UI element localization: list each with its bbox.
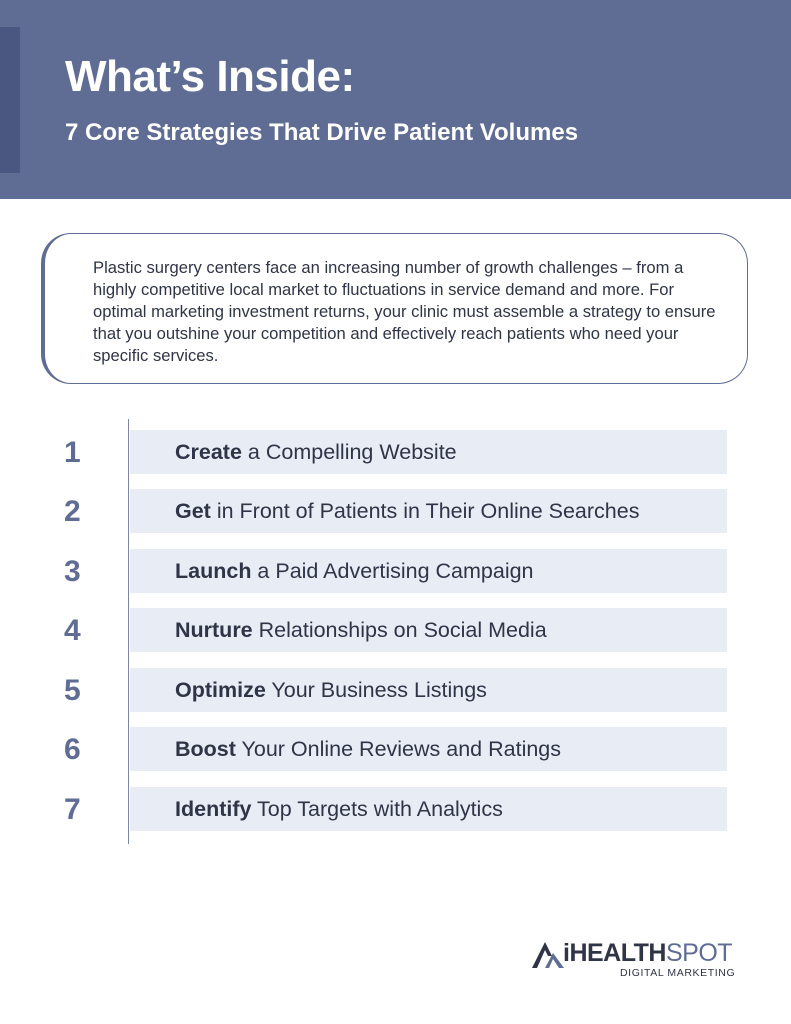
strategy-rest: Top Targets with Analytics (251, 797, 503, 821)
strategy-keyword: Nurture (175, 618, 253, 642)
strategy-keyword: Boost (175, 737, 236, 761)
strategy-rest: a Paid Advertising Campaign (251, 559, 534, 583)
strategy-number: 7 (64, 793, 81, 826)
strategy-keyword: Get (175, 499, 211, 523)
strategy-number: 3 (64, 555, 81, 588)
ihealthspot-logo (531, 937, 736, 982)
header-accent-strip (0, 27, 20, 173)
page-title: What’s Inside: (65, 52, 355, 101)
strategy-rest: Your Online Reviews and Ratings (235, 737, 562, 761)
strategy-number: 1 (64, 436, 81, 469)
strategy-bar (130, 668, 727, 712)
strategy-number: 2 (64, 495, 81, 528)
strategy-label (175, 608, 547, 652)
strategy-label (175, 489, 639, 533)
strategy-bar (130, 787, 727, 831)
strategy-label (175, 549, 534, 593)
strategy-keyword: Identify (175, 797, 252, 821)
mountain-check-icon (531, 939, 565, 969)
header-banner (0, 0, 791, 199)
intro-box (41, 233, 748, 384)
strategy-bar (130, 549, 727, 593)
strategy-bar (130, 489, 727, 533)
strategy-rest: Your Business Listings (265, 678, 487, 702)
strategy-number: 5 (64, 674, 81, 707)
strategy-number: 4 (64, 614, 81, 647)
strategy-keyword: Optimize (175, 678, 266, 702)
intro-text: Plastic surgery centers face an increasing number of growth challenges – from a highly competitive local market to fluctuations in service demand and more. For optimal marketing investment returns, your clinic must assemble a strategy to ensure that you outshine your competition and effectively reach patients who need your specific services. (93, 258, 716, 365)
logo-brand-part2: SPOT (665, 939, 733, 967)
strategy-keyword: Create (175, 440, 242, 464)
strategy-keyword: Launch (175, 559, 252, 583)
strategy-rest: in Front of Patients in Their Online Searches (210, 499, 640, 523)
page-subtitle: 7 Core Strategies That Drive Patient Volumes (65, 119, 579, 146)
logo-tagline: DIGITAL MARKETING (620, 967, 736, 979)
strategy-bar (130, 727, 727, 771)
strategy-rest: a Compelling Website (241, 440, 457, 464)
logo-brand-part1: iHEALTH (563, 939, 666, 967)
strategy-bar (130, 430, 727, 474)
strategy-label (175, 727, 561, 771)
strategy-number: 6 (64, 733, 81, 766)
strategy-rest: Relationships on Social Media (252, 618, 547, 642)
strategy-label (175, 430, 457, 474)
strategy-label (175, 787, 503, 831)
strategy-label (175, 668, 487, 712)
strategy-bar (130, 608, 727, 652)
logo-wordmark (563, 937, 732, 969)
list-divider (128, 419, 129, 844)
